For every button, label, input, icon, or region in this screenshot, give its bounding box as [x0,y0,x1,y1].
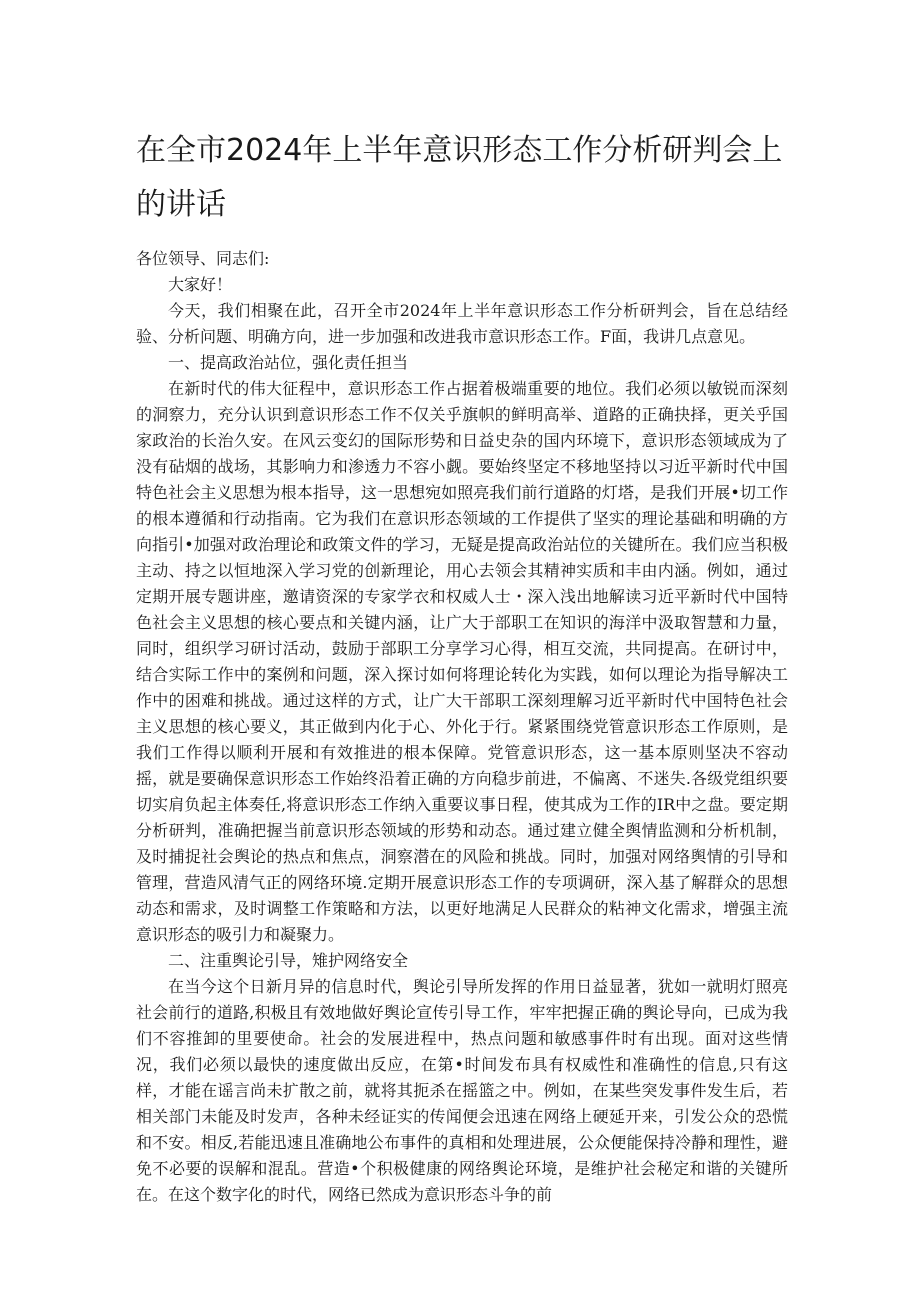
section-2-body: 在当今这个日新月异的信息时代，舆论引导所发挥的作用日益显著，犹如一就明灯照亮社会前行的道路,积极且有效地做好舆论宣传引导工作，牢牢把握正确的舆论导向，已成为我们不容推卸的里要使命。社会的发展进程中，热点问题和敏感事件时有出现。面对这些情况，我们必须以最快的速度做出反应，在第•时间发布具有权威性和准确性的信息,只有这样，才能在谣言尚未扩散之前，就将其扼杀在摇篮之中。例如，在某些突发事件发生后，若相关部门未能及时发声，各种未经证实的传闻便会迅速在网络上硬延开来，引发公众的恐慌和不安。相反,若能迅速且准确地公布事件的真相和处理进展，公众便能保持冷静和理性，避免不必要的误解和混乱。营造•个积极健康的网络舆论环境，是维护社会秘定和谐的关键所在。在这个数字化的时代，网络已然成为意识形态斗争的前 [136,977,788,1204]
section-1-body: 在新时代的伟大征程中，意识形态工作占据着极端重要的地位。我们必须以敏锐而深刻的洞察力，充分认识到意识形态工作不仅关乎旗帜的鲜明高举、道路的正确抉择，更关乎国家政治的长治久安。在风云变幻的国际形势和日益史杂的国内环境下，意识形态领域成为了没有砧烟的战场，其影响力和渗透力不容小觑。要始终坚定不移地坚持以习近平新时代中国特色社会主义思想为根本指导，这一思想宛如照亮我们前行道路的灯塔，是我们开展•切工作的根本遵循和行动指南。它为我们在意识形态领域的工作提供了坚实的理论基础和明确的方向指引•加强对政治理论和政策文件的学习，无疑是提高政治站位的关键所在。我们应当积极主动、持之以恒地深入学习党的创新理论，用心去领会其精神实质和丰由内涵。例如，通过定期开展专题讲座，邀请资深的专家学衣和权威人士・深入浅出地解读习近平新时代中国特色社会主义思想的核心要点和关键内涵，让广大于部职工在知识的海洋中汲取智慧和力量，同时，组织学习研讨活动，鼓励于部职工分享学习心得，相互交流，共同提高。在研讨中，结合实际工作中的案例和问题，深入探讨如何将理论转化为实践，如何以理论为指导解决工作中的困难和挑战。通过这样的方式，让广大干部职工深刻理解习近平新时代中国特色社会主义思想的核心要义，其正做到内化于心、外化于行。紧紧围绕党管意识形态工作原则，是我们工作得以顺利开展和有效推进的根本保障。党管意识形态，这一基本原则坚决不容动摇，就是要确保意识形态工作始终沿着正确的方向稳步前进，不偏离、不迷失.各级党组织要切实肩负起主体奏任,将意识形态工作纳入重要议事日程，使其成为工作的IR中之盘。要定期分析研判，准确把握当前意识形态领域的形势和动态。通过建立健全舆情监测和分析机制，及时捕捉社会舆论的热点和焦点，洞察潜在的风险和挑战。同时，加强对网络舆情的引导和管理，营造风清气正的网络环境.定期开展意识形态工作的专项调研，深入基了解群众的思想动态和需求，及时调整工作策略和方法，以更好地满足人民群众的粘神文化需求，增强主流意识形态的吸引力和凝聚力。 [136,379,788,944]
greeting: 大家好！ [168,275,233,294]
section-1-heading: 一、提高政治站位，强化责任担当 [168,353,409,372]
document-page [136,124,788,1208]
intro-paragraph: 今天，我们相聚在此，召开全市2024年上半年意识形态工作分析研判会，旨在总结经验、分析问题、明确方向，进一步加强和改进我市意识形态工作。F面，我讲几点意见。 [136,301,788,346]
document-title: 在全市2024年上半年意识形态工作分析研判会上的讲话 [136,133,783,222]
section-2-heading: 二、注重舆论引导，雉护网络安全 [168,951,409,970]
salutation: 各位领导、同志们: [136,249,270,268]
